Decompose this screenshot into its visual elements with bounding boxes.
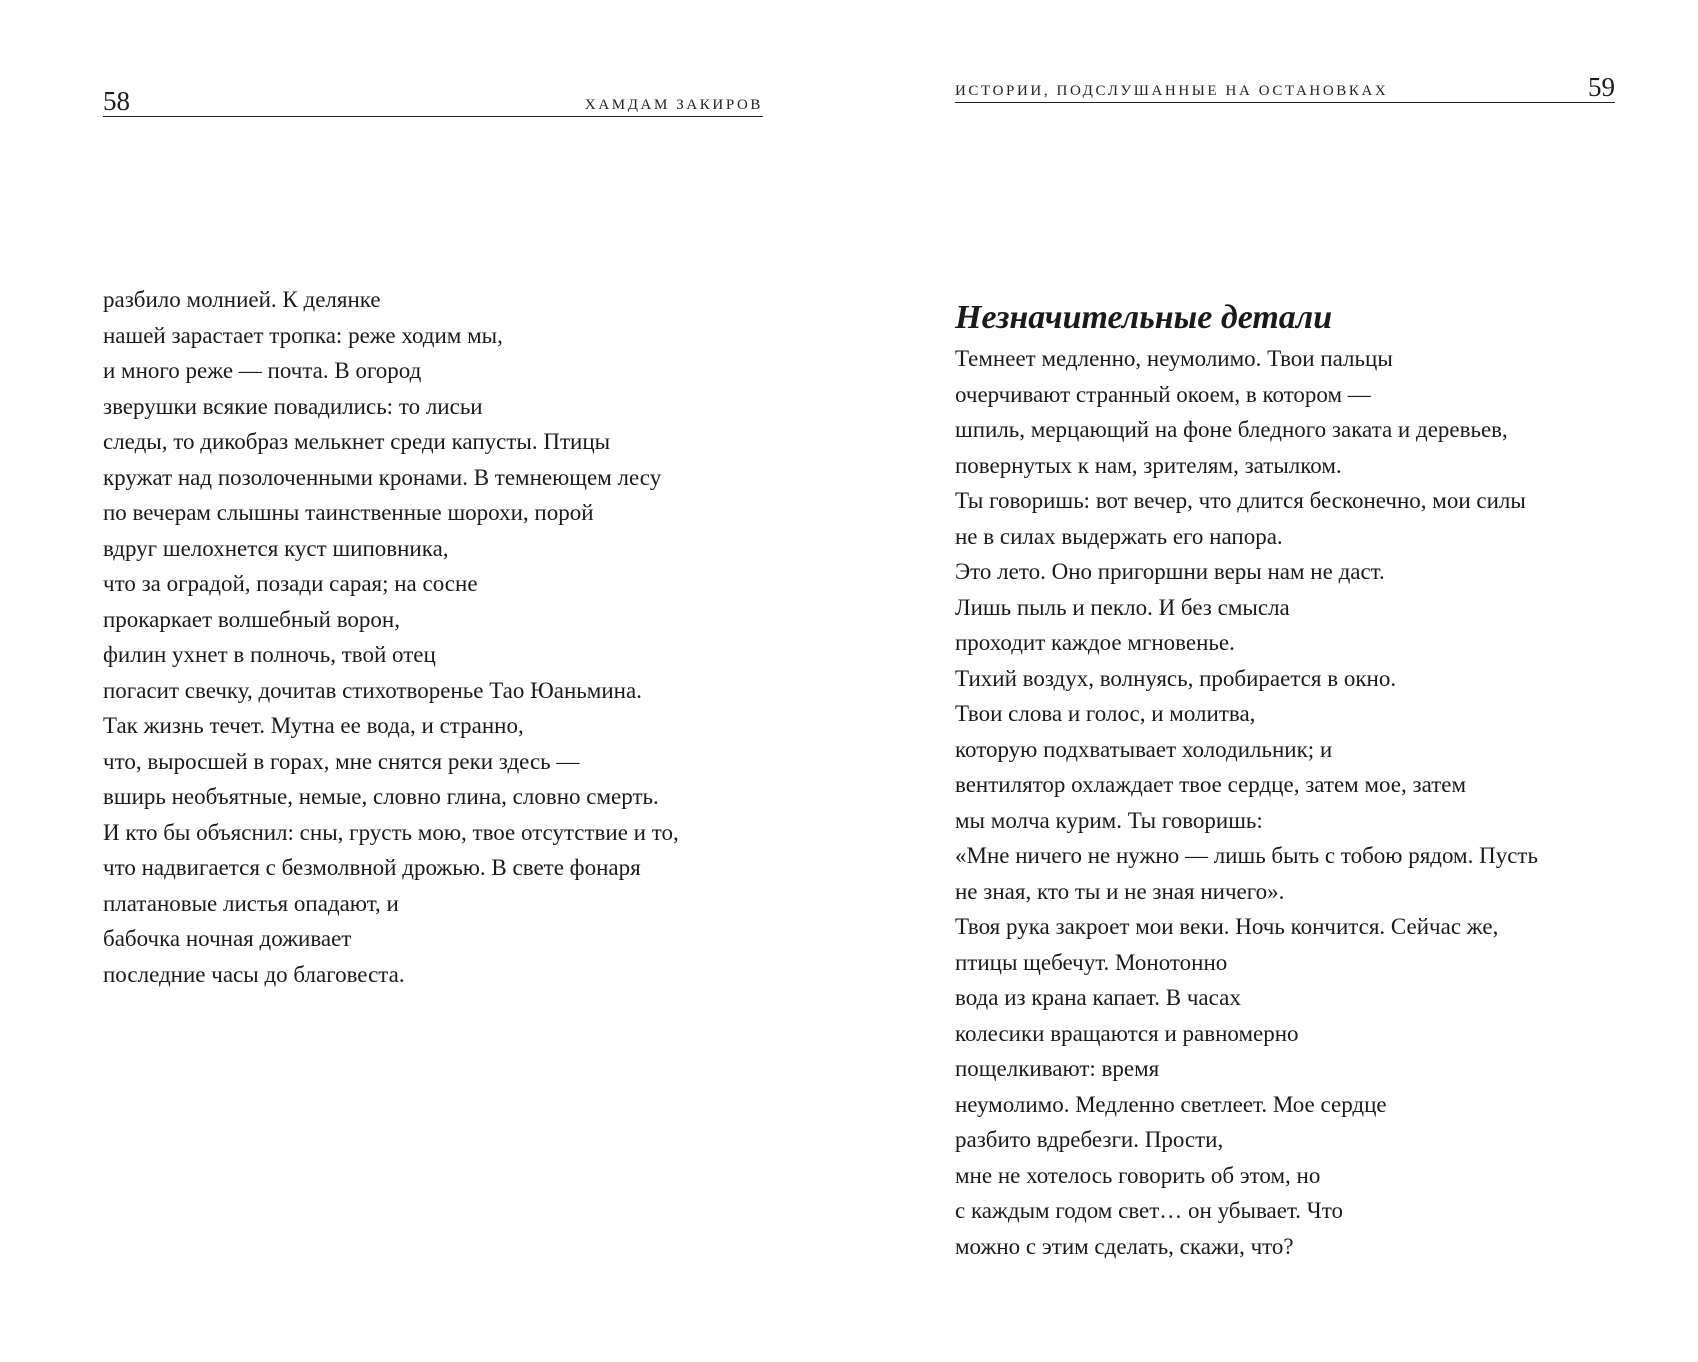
verse-line: разбило молнией. К делянке: [103, 287, 381, 312]
verse-line: не в силах выдержать его напора.: [955, 523, 1283, 549]
verse-line: Лишь пыль и пекло. И без смысла: [955, 594, 1290, 620]
right-running-head: [955, 70, 1615, 116]
verse-line: неумолимо. Медленно светлеет. Мое сердце: [955, 1091, 1387, 1117]
verse-line: «Мне ничего не нужно — лишь быть с тобою рядом. Пусть: [955, 843, 1538, 868]
verse-line: колесики вращаются и равномерно: [955, 1020, 1299, 1046]
verse-line: очерчивают странный окоем, в котором —: [955, 381, 1371, 407]
verse-line: зверушки всякие повадились: то лисьи: [103, 393, 483, 419]
verse-line: повернутых к нам, зрителям, затылком.: [955, 452, 1342, 478]
verse-line: можно с этим сделать, скажи, что?: [955, 1233, 1294, 1259]
verse-line: разбито вдребезги. Прости,: [955, 1127, 1224, 1152]
verse-line: вентилятор охлаждает твое сердце, затем мое, затем: [955, 772, 1467, 797]
verse-line: следы, то дикобраз мелькнет среди капусты. Птицы: [103, 429, 611, 454]
left-running-head: [103, 70, 763, 116]
left-header-rule: [103, 116, 763, 117]
verse-line: и много реже — почта. В огород: [103, 358, 422, 383]
verse-line: Темнеет медленно, неумолимо. Твои пальцы: [955, 346, 1393, 371]
verse-line: мне не хотелось говорить об этом, но: [955, 1162, 1321, 1188]
right-running-head-title: ИСТОРИИ, ПОДСЛУШАННЫЕ НА ОСТАНОВКАХ: [955, 83, 1389, 99]
verse-line: нашей зарастает тропка: реже ходим мы,: [103, 322, 503, 348]
verse-line: птицы щебечут. Монотонно: [955, 949, 1228, 975]
verse-line: проходит каждое мгновенье.: [955, 630, 1235, 655]
verse-line: что надвигается с безмолвной дрожью. В свете фонаря: [103, 855, 641, 880]
verse-line: что за оградой, позади сарая; на сосне: [103, 571, 478, 596]
verse-line: по вечерам слышны таинственные шорохи, порой: [103, 500, 594, 525]
left-page-number: 58: [103, 86, 130, 116]
right-page: [955, 0, 1615, 1362]
poem-title: Незначительные детали: [955, 299, 1333, 337]
verse-line: И кто бы объяснил: сны, грусть мою, твое отсутствие и то,: [103, 819, 679, 845]
verse-line: вода из крана капает. В часах: [955, 985, 1241, 1010]
verse-line: платановые листья опадают, и: [103, 890, 399, 916]
verse-line: которую подхватывает холодильник; и: [955, 736, 1333, 762]
right-header-rule: [955, 102, 1615, 103]
verse-line: вширь необъятные, немые, словно глина, словно смерть.: [103, 784, 659, 809]
verse-line: шпиль, мерцающий на фоне бледного заката и деревьев,: [955, 417, 1508, 442]
verse-line: Твоя рука закроет мои веки. Ночь кончится. Сейчас же,: [955, 914, 1499, 939]
left-page: [103, 0, 763, 1362]
left-running-head-title: ХАМДАМ ЗАКИРОВ: [584, 97, 763, 113]
verse-line: Это лето. Оно пригоршни веры нам не даст.: [955, 559, 1385, 584]
verse-line: Тихий воздух, волнуясь, пробирается в окно.: [955, 665, 1397, 691]
verse-line: не зная, кто ты и не зная ничего».: [955, 878, 1285, 904]
right-page-number: 59: [1588, 72, 1615, 102]
verse-line: с каждым годом свет… он убывает. Что: [955, 1198, 1343, 1223]
verse-line: мы молча курим. Ты говоришь:: [955, 807, 1263, 833]
right-verse: [955, 341, 1538, 1264]
left-verse: [103, 282, 679, 992]
verse-line: погасит свечку, дочитав стихотворенье Тао Юаньмина.: [103, 677, 642, 703]
verse-line: филин ухнет в полночь, твой отец: [103, 642, 436, 667]
verse-line: последние часы до благовеста.: [103, 961, 405, 987]
verse-line: Так жизнь течет. Мутна ее вода, и странно,: [103, 713, 524, 738]
verse-line: кружат над позолоченными кронами. В темнеющем лесу: [103, 464, 662, 490]
verse-line: вдруг шелохнется куст шиповника,: [103, 535, 449, 561]
verse-line: пощелкивают: время: [955, 1056, 1160, 1081]
verse-line: бабочка ночная доживает: [103, 926, 352, 951]
verse-line: Ты говоришь: вот вечер, что длится бесконечно, мои силы: [955, 488, 1526, 513]
verse-line: прокаркает волшебный ворон,: [103, 606, 400, 632]
verse-line: Твои слова и голос, и молитва,: [955, 701, 1256, 726]
verse-line: что, выросшей в горах, мне снятся реки здесь —: [103, 748, 580, 774]
